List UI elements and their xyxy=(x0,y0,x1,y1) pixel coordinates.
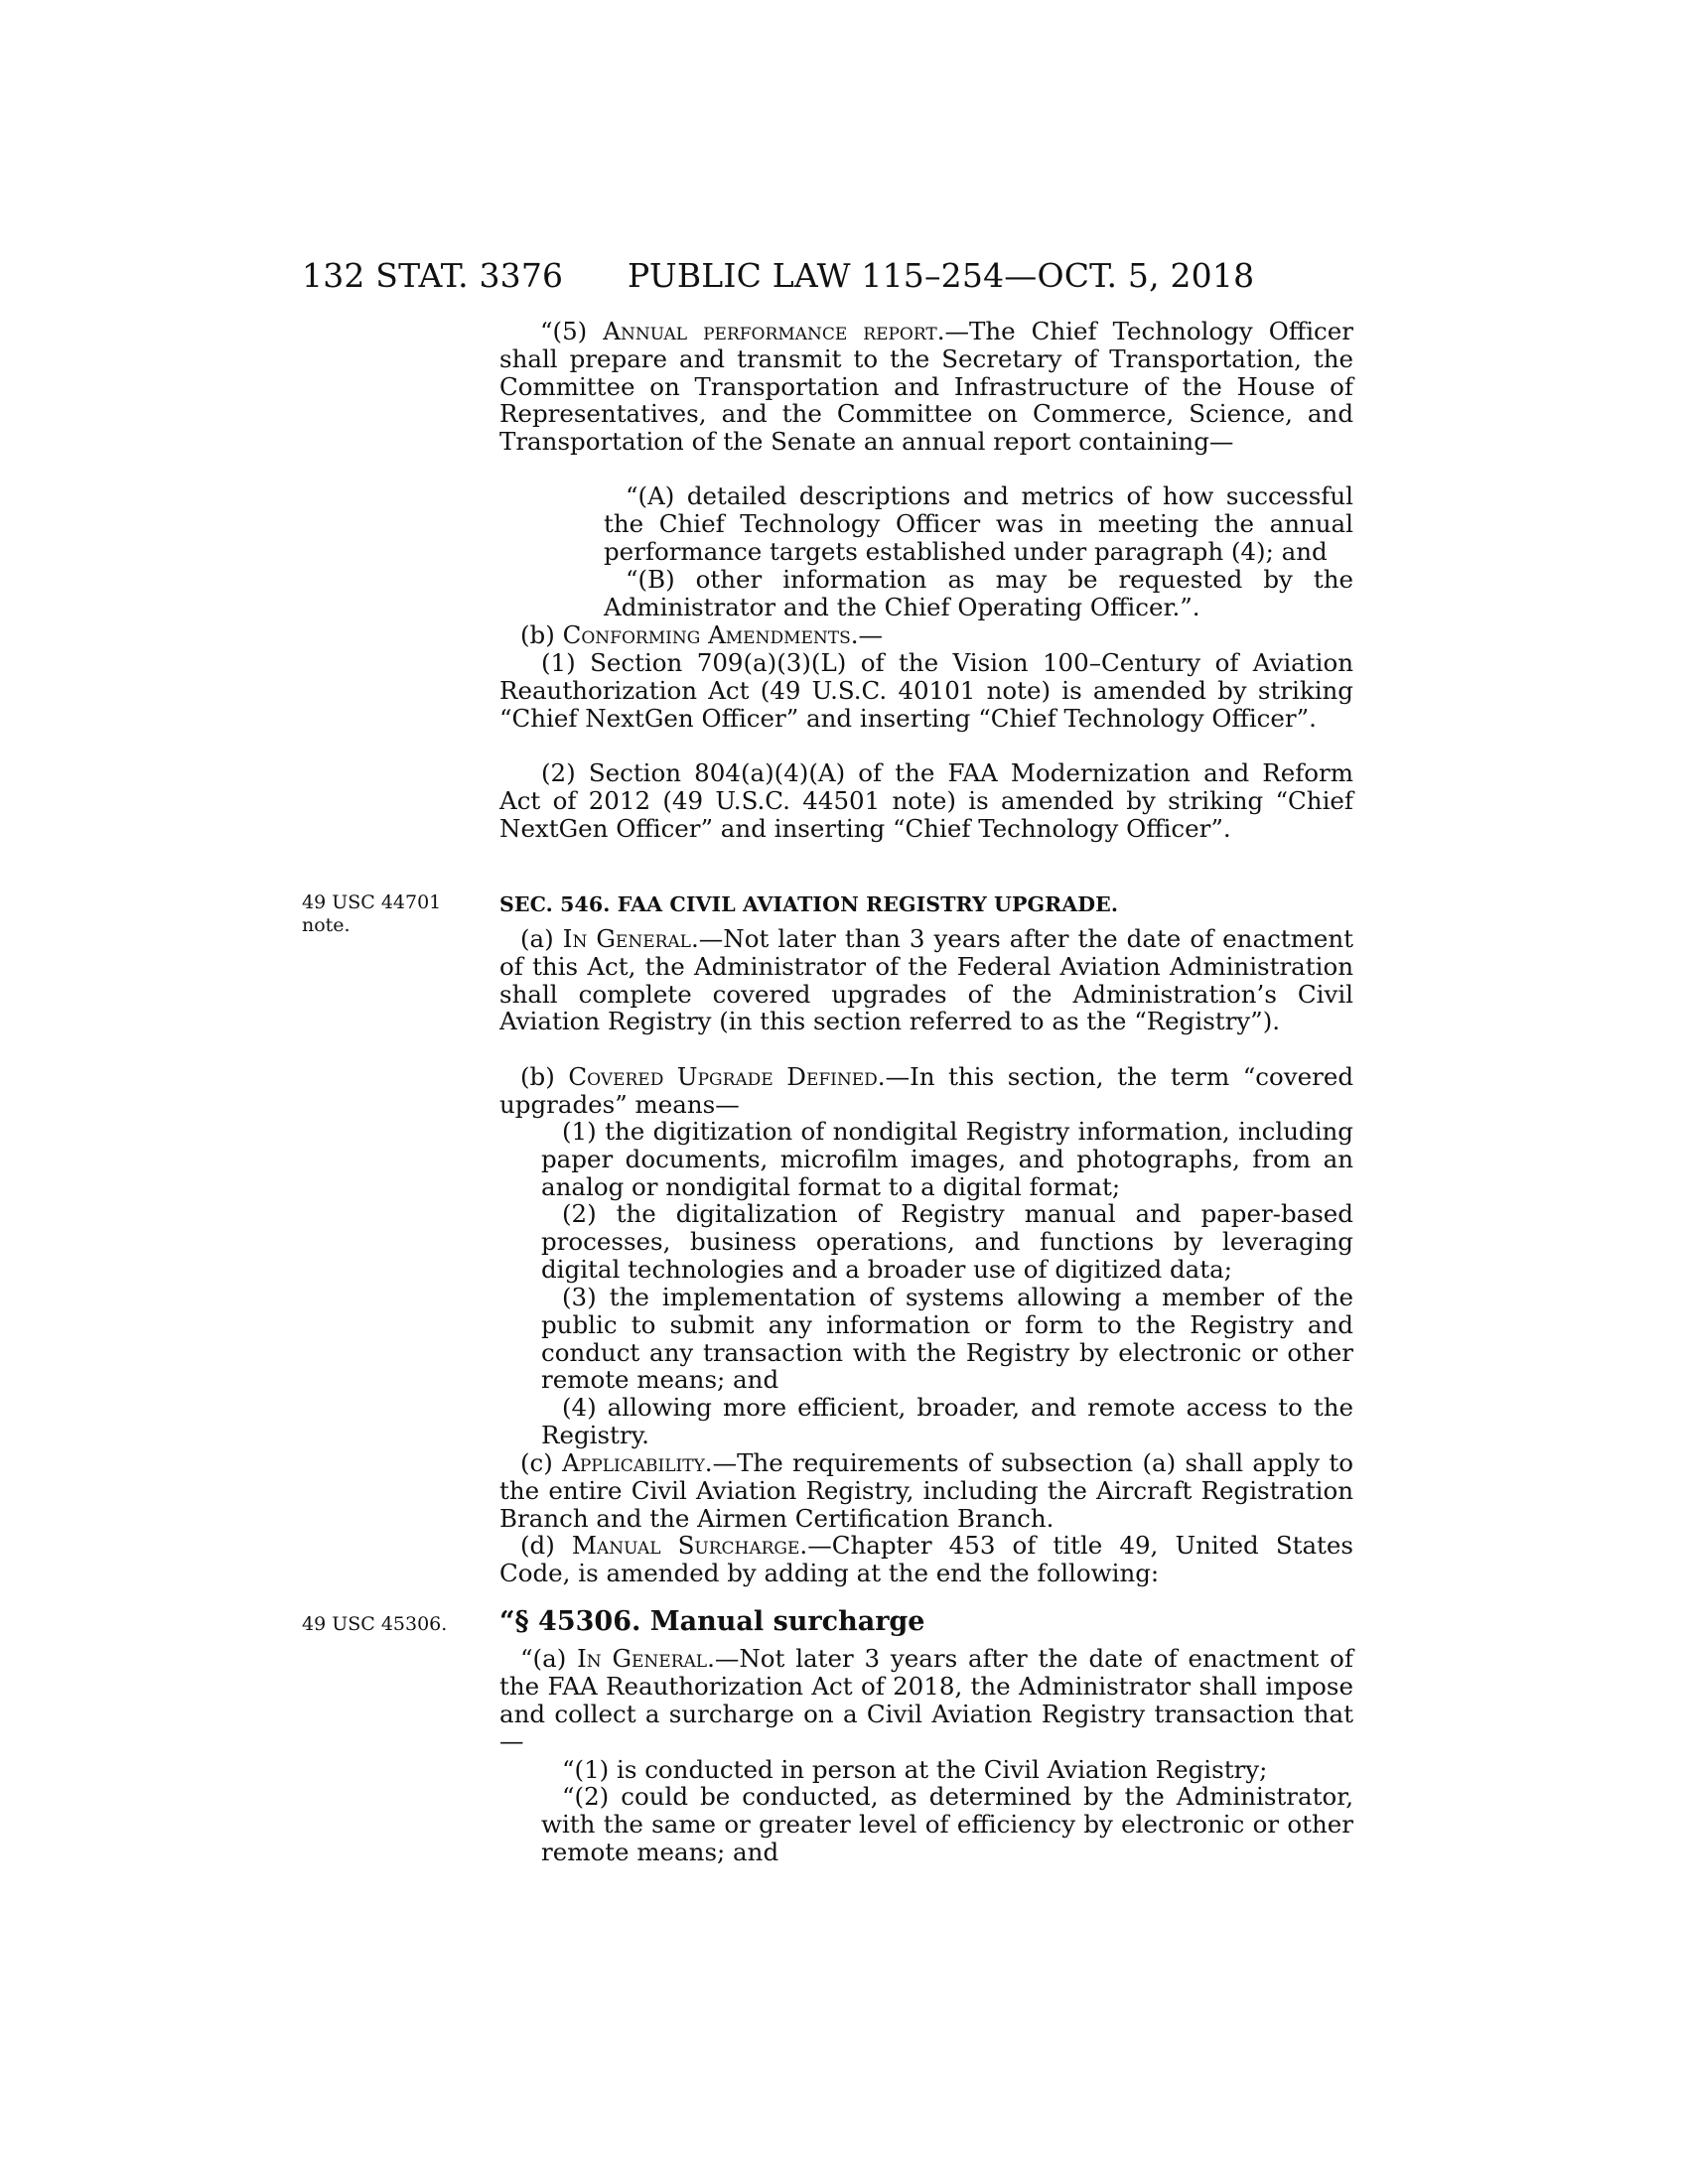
covered-upgrade-item-2: (2) the digitalization of Registry manual and paper-based processes, business operations, and functions by leveraging digital technologies and a broader use of digitized data; xyxy=(541,1199,1353,1284)
covered-upgrade-item-3: (3) the implementation of systems allowing a member of the public to submit any information or form to the Registry and conduct any transaction with the Registry by electronic or other remote means; and xyxy=(541,1283,1353,1395)
paragraph-text: .—The Chief Technology Officer shall prepare and transmit to the Secretary of Transportation, the Committee on Transportation and Infrastructure of the House of Representatives, and the Committee on Commerce, Science, and Transportation of the Senate an annual report containing— xyxy=(499,317,1353,457)
conforming-item-2: (2) Section 804(a)(4)(A) of the FAA Modernization and Reform Act of 2012 (49 U.S.C. 44501 note) is amended by striking “Chief NextGen Officer” and inserting “Chief Technology Officer”. xyxy=(499,758,1353,843)
section-45306-a xyxy=(499,1645,1353,1755)
section-546-b xyxy=(499,1063,1353,1119)
annual-performance-report-paragraph xyxy=(499,318,1353,456)
subsection-letter: (b) xyxy=(520,620,555,649)
subsection-heading: In General xyxy=(577,1644,708,1673)
subsection-text: .—Not later than 3 years after the date of enactment of this Act, the Administrator of the Federal Aviation Administration shall complete covered upgrades of the Administration’s Civil Aviation Registry (in this section referred to as the “Registry”). xyxy=(499,924,1353,1036)
subsection-letter: (c) xyxy=(520,1448,553,1477)
subsection-text: .—The requirements of subsection (a) shall apply to the entire Civil Aviation Registry, including the Aircraft Registration Branch and the Airmen Certification Branch. xyxy=(499,1448,1353,1533)
subsection-text: .—In this section, the term “covered upgrades” means— xyxy=(499,1062,1354,1119)
subsection-letter: (d) xyxy=(520,1531,555,1560)
item-b: “(B) other information as may be requested by the Administrator and the Chief Operating Officer.”. xyxy=(604,565,1353,621)
section-546-heading: SEC. 546. FAA CIVIL AVIATION REGISTRY UPGRADE. xyxy=(499,892,1119,916)
covered-upgrade-item-4: (4) allowing more efficient, broader, and remote access to the Registry. xyxy=(541,1393,1353,1449)
section-546-c xyxy=(499,1449,1353,1532)
subsection-text: .—Not later 3 years after the date of enactment of the FAA Reauthorization Act of 2018, the Administrator shall impose and collect a surcharge on a Civil Aviation Registry transaction that— xyxy=(499,1644,1353,1756)
page-header xyxy=(0,256,1688,300)
conforming-item-1: (1) Section 709(a)(3)(L) of the Vision 100–Century of Aviation Reauthorization Act (49 U.S.C. 40101 note) is amended by striking “Chief NextGen Officer” and inserting “Chief Technology Officer”. xyxy=(499,648,1353,733)
heading-dash: .— xyxy=(850,620,884,649)
covered-upgrade-item-1: (1) the digitization of nondigital Registry information, including paper documents, microfilm images, and photographs, from an analog or nondigital format to a digital format; xyxy=(541,1117,1353,1201)
paragraph-number: “(5) xyxy=(540,317,588,345)
subsection-letter: (a) xyxy=(520,924,554,953)
item-a: “(A) detailed descriptions and metrics of how successful the Chief Technology Officer was in meeting the annual performance targets established under paragraph (4); and xyxy=(604,481,1353,566)
margin-note-44701 xyxy=(302,891,441,937)
margin-note-line: 49 USC 44701 xyxy=(302,891,442,913)
section-546-a xyxy=(499,925,1353,1035)
subsection-heading: In General xyxy=(562,924,691,953)
section-546-d xyxy=(499,1532,1353,1587)
margin-note-45306: 49 USC 45306. xyxy=(302,1613,448,1635)
subsection-heading: Conforming Amendments xyxy=(562,620,851,649)
subsection-heading: Manual Surcharge xyxy=(571,1531,800,1560)
surcharge-item-1: “(1) is conducted in person at the Civil Aviation Registry; xyxy=(562,1755,1268,1784)
margin-note-line: note. xyxy=(302,914,351,936)
stat-page-reference: 132 STAT. 3376 xyxy=(302,256,564,295)
surcharge-item-2: “(2) could be conducted, as determined by the Administrator, with the same or greater level of efficiency by electronic or other remote means; and xyxy=(541,1782,1353,1866)
conforming-amendments-heading xyxy=(520,621,1353,649)
subsection-letter: “(a) xyxy=(520,1644,567,1673)
section-45306-heading: “§ 45306. Manual surcharge xyxy=(499,1606,925,1637)
paragraph-heading: Annual performance report xyxy=(603,317,937,345)
subsection-heading: Applicability xyxy=(562,1448,705,1477)
subsection-heading: Covered Upgrade Defined xyxy=(568,1062,878,1091)
subsection-text: .—Chapter 453 of title 49, United States Code, is amended by adding at the end the following: xyxy=(499,1531,1353,1587)
subsection-letter: (b) xyxy=(520,1062,555,1091)
public-law-header: PUBLIC LAW 115–254—OCT. 5, 2018 xyxy=(628,256,1255,295)
